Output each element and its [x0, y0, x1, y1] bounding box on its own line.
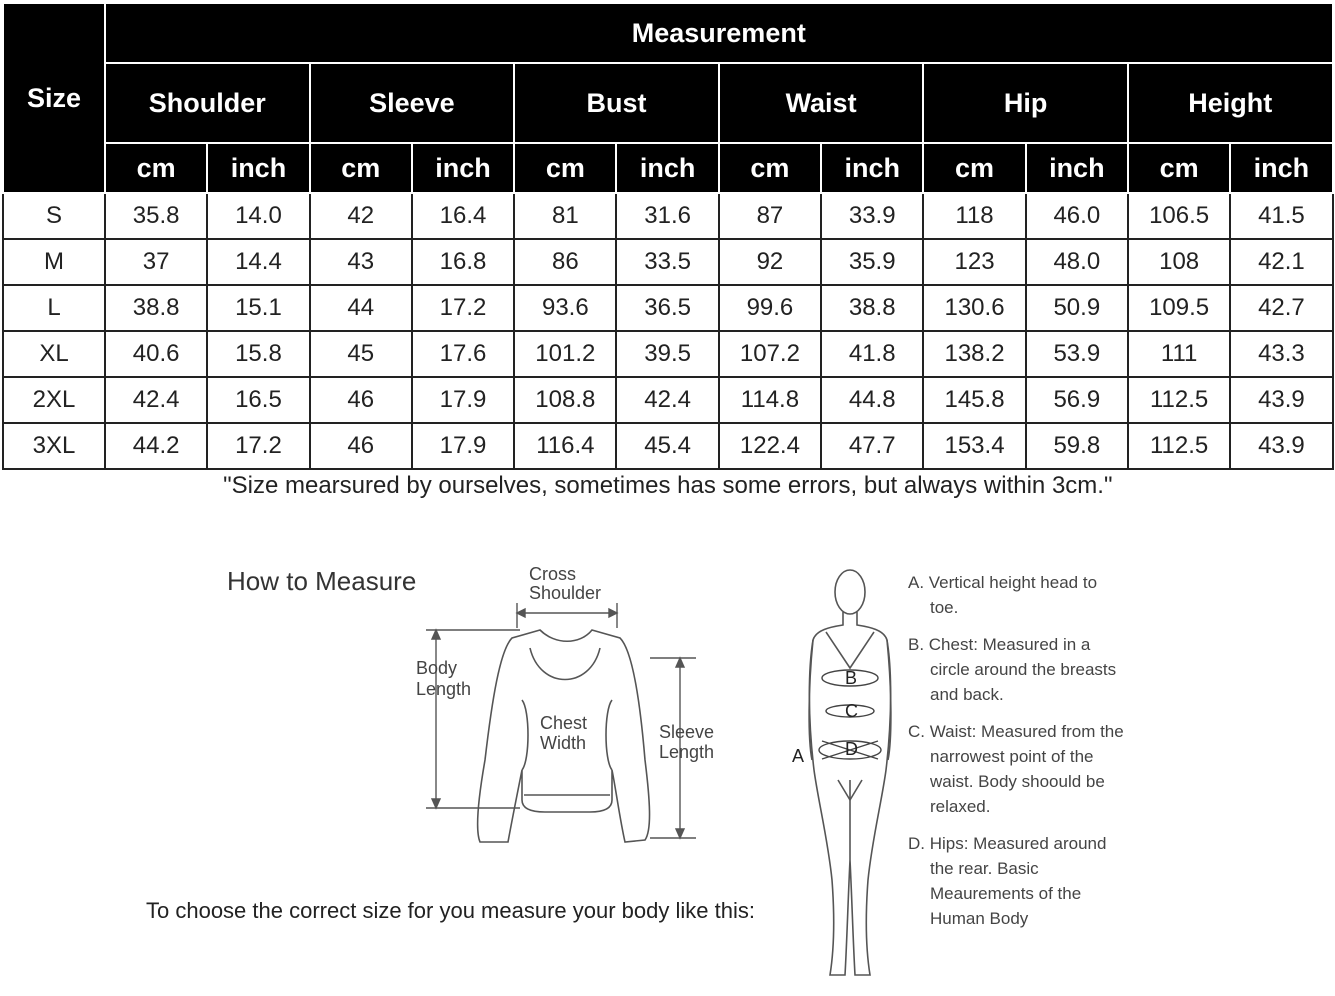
value-cell: 43.9 — [1230, 423, 1332, 469]
value-cell: 15.8 — [207, 331, 309, 377]
value-cell: 48.0 — [1026, 239, 1128, 285]
value-cell: 45 — [310, 331, 412, 377]
value-cell: 39.5 — [616, 331, 718, 377]
cross-shoulder-label: Shoulder — [529, 583, 602, 603]
note-chest: B. Chest: Measured in a circle around the breasts and back. — [908, 635, 1117, 704]
value-cell: 14.0 — [207, 193, 309, 239]
value-cell: 56.9 — [1026, 377, 1128, 423]
value-cell: 46 — [310, 423, 412, 469]
value-cell: 87 — [719, 193, 821, 239]
size-chart-table — [2, 2, 1334, 504]
value-cell: 42.4 — [105, 377, 207, 423]
value-cell: 41.8 — [821, 331, 923, 377]
value-cell: 122.4 — [719, 423, 821, 469]
label-a: A — [792, 746, 805, 766]
value-cell: 108.8 — [514, 377, 616, 423]
body-figure — [809, 570, 891, 975]
group-header: Height — [1128, 63, 1333, 143]
value-cell: 46 — [310, 377, 412, 423]
table-row — [3, 377, 1333, 423]
body-length-label: Length — [416, 679, 472, 699]
group-header: Waist — [719, 63, 924, 143]
note-height: A. Vertical height head to toe. — [908, 573, 1098, 617]
value-cell: 17.2 — [207, 423, 309, 469]
value-cell: 112.5 — [1128, 423, 1230, 469]
value-cell: 43 — [310, 239, 412, 285]
value-cell: 35.8 — [105, 193, 207, 239]
note-waist: C. Waist: Measured from the narrowest point of the waist. Body shoould be relaxed. — [908, 722, 1124, 816]
group-header: Bust — [514, 63, 719, 143]
unit-inch-header: inch — [1230, 143, 1332, 193]
size-cell: S — [3, 193, 105, 239]
value-cell: 16.4 — [412, 193, 514, 239]
group-header: Sleeve — [310, 63, 515, 143]
value-cell: 45.4 — [616, 423, 718, 469]
value-cell: 35.9 — [821, 239, 923, 285]
value-cell: 15.1 — [207, 285, 309, 331]
value-cell: 92 — [719, 239, 821, 285]
measurement-diagram — [0, 540, 1335, 996]
value-cell: 101.2 — [514, 331, 616, 377]
group-header: Hip — [923, 63, 1128, 143]
value-cell: 123 — [923, 239, 1025, 285]
value-cell: 106.5 — [1128, 193, 1230, 239]
value-cell: 17.6 — [412, 331, 514, 377]
value-cell: 42.4 — [616, 377, 718, 423]
chest-width-label: Chest — [540, 713, 588, 733]
value-cell: 93.6 — [514, 285, 616, 331]
group-header: Shoulder — [105, 63, 310, 143]
value-cell: 114.8 — [719, 377, 821, 423]
value-cell: 47.7 — [821, 423, 923, 469]
value-cell: 108 — [1128, 239, 1230, 285]
value-cell: 42 — [310, 193, 412, 239]
value-cell: 41.5 — [1230, 193, 1332, 239]
unit-inch-header: inch — [821, 143, 923, 193]
table-note: "Size mearsured by ourselves, sometimes has some errors, but always within 3cm." — [3, 469, 1333, 503]
size-cell: L — [3, 285, 105, 331]
value-cell: 16.8 — [412, 239, 514, 285]
value-cell: 118 — [923, 193, 1025, 239]
unit-inch-header: inch — [207, 143, 309, 193]
size-header: Size — [3, 3, 105, 193]
table-row — [3, 239, 1333, 285]
how-to-measure-title: How to Measure — [227, 566, 417, 596]
label-c: C — [845, 701, 858, 721]
measurement-header: Measurement — [105, 3, 1333, 63]
size-cell: 3XL — [3, 423, 105, 469]
value-cell: 16.5 — [207, 377, 309, 423]
unit-cm-header: cm — [310, 143, 412, 193]
value-cell: 153.4 — [923, 423, 1025, 469]
table-row — [3, 331, 1333, 377]
value-cell: 40.6 — [105, 331, 207, 377]
value-cell: 99.6 — [719, 285, 821, 331]
value-cell: 38.8 — [105, 285, 207, 331]
value-cell: 111 — [1128, 331, 1230, 377]
value-cell: 14.4 — [207, 239, 309, 285]
value-cell: 33.5 — [616, 239, 718, 285]
size-cell: 2XL — [3, 377, 105, 423]
sleeve-length-label: Length — [659, 742, 715, 762]
value-cell: 44.8 — [821, 377, 923, 423]
table-row — [3, 193, 1333, 239]
measurement-notes — [908, 570, 1128, 943]
value-cell: 109.5 — [1128, 285, 1230, 331]
body-length-label: Body — [416, 658, 458, 678]
value-cell: 17.9 — [412, 377, 514, 423]
value-cell: 59.8 — [1026, 423, 1128, 469]
value-cell: 42.1 — [1230, 239, 1332, 285]
value-cell: 112.5 — [1128, 377, 1230, 423]
value-cell: 116.4 — [514, 423, 616, 469]
value-cell: 53.9 — [1026, 331, 1128, 377]
value-cell: 17.9 — [412, 423, 514, 469]
size-cell: XL — [3, 331, 105, 377]
value-cell: 42.7 — [1230, 285, 1332, 331]
value-cell: 130.6 — [923, 285, 1025, 331]
label-d: D — [845, 739, 858, 759]
choose-size-text: To choose the correct size for you measure your body like this: — [146, 898, 755, 923]
value-cell: 43.3 — [1230, 331, 1332, 377]
table-row — [3, 423, 1333, 469]
unit-cm-header: cm — [1128, 143, 1230, 193]
unit-cm-header: cm — [514, 143, 616, 193]
value-cell: 38.8 — [821, 285, 923, 331]
value-cell: 145.8 — [923, 377, 1025, 423]
value-cell: 50.9 — [1026, 285, 1128, 331]
cross-shoulder-label: Cross — [529, 564, 577, 584]
table-row — [3, 285, 1333, 331]
unit-inch-header: inch — [616, 143, 718, 193]
value-cell: 86 — [514, 239, 616, 285]
unit-inch-header: inch — [412, 143, 514, 193]
unit-cm-header: cm — [105, 143, 207, 193]
note-hips: D. Hips: Measured around the rear. Basic Meaurements of the Human Body — [908, 834, 1107, 928]
value-cell: 17.2 — [412, 285, 514, 331]
value-cell: 36.5 — [616, 285, 718, 331]
value-cell: 31.6 — [616, 193, 718, 239]
chest-width-label: Width — [540, 733, 587, 753]
value-cell: 33.9 — [821, 193, 923, 239]
value-cell: 43.9 — [1230, 377, 1332, 423]
unit-cm-header: cm — [719, 143, 821, 193]
unit-inch-header: inch — [1026, 143, 1128, 193]
sleeve-length-label: Sleeve — [659, 722, 715, 742]
label-b: B — [845, 668, 858, 688]
value-cell: 46.0 — [1026, 193, 1128, 239]
value-cell: 107.2 — [719, 331, 821, 377]
value-cell: 138.2 — [923, 331, 1025, 377]
value-cell: 37 — [105, 239, 207, 285]
value-cell: 44.2 — [105, 423, 207, 469]
size-cell: M — [3, 239, 105, 285]
value-cell: 44 — [310, 285, 412, 331]
unit-cm-header: cm — [923, 143, 1025, 193]
value-cell: 81 — [514, 193, 616, 239]
